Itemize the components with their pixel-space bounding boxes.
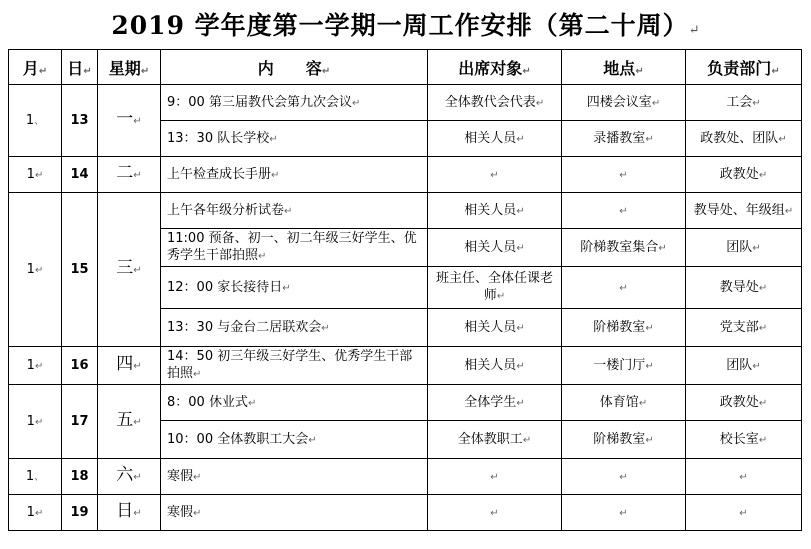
- paragraph-mark: ↵: [133, 170, 142, 181]
- month-cell: 1↵: [9, 385, 62, 459]
- attendees-cell: [428, 157, 562, 193]
- paragraph-mark: ↵: [784, 205, 794, 217]
- paragraph-mark: ↵: [490, 169, 499, 181]
- paragraph-mark: ↵: [133, 361, 142, 372]
- attendees-cell: 全体教职工↵: [428, 421, 562, 459]
- paragraph-mark: ↵: [271, 169, 280, 181]
- table-row: [9, 193, 802, 229]
- schedule-table: [8, 49, 802, 531]
- department-cell: [686, 495, 802, 531]
- department-cell: 工会↵: [686, 85, 802, 121]
- location-cell: 阶梯教室↵: [562, 309, 686, 347]
- attendees-cell: 全体学生↵: [428, 385, 562, 421]
- month-cell: 1↵: [9, 347, 62, 385]
- paragraph-mark: ↵: [133, 472, 142, 483]
- department-cell: 校长室↵: [686, 421, 802, 459]
- schedule-body: [9, 85, 802, 531]
- paragraph-mark: 、: [34, 471, 45, 483]
- content-cell: 8：00 休业式↵: [161, 385, 428, 421]
- header-row: [9, 50, 802, 85]
- attendees-cell: 班主任、全体任课老师↵: [428, 267, 562, 309]
- table-row: [9, 347, 802, 385]
- paragraph-mark: ↵: [645, 360, 654, 372]
- day-cell: 17: [62, 385, 98, 459]
- location-cell: [562, 193, 686, 229]
- paragraph-mark: 、: [34, 115, 45, 127]
- paragraph-mark: ↵: [645, 133, 654, 145]
- header-month: 月↵: [9, 50, 62, 85]
- paragraph-mark: ↵: [778, 133, 787, 145]
- header-attendees: 出席对象↵: [428, 50, 562, 85]
- department-cell: 政教处↵: [686, 385, 802, 421]
- content-cell: 14：50 初三年级三好学生、优秀学生干部拍照↵: [161, 347, 428, 385]
- attendees-cell: [428, 459, 562, 495]
- paragraph-mark: ↵: [516, 397, 525, 409]
- weekday-cell: 三↵: [98, 193, 161, 347]
- weekday-cell: 二↵: [98, 157, 161, 193]
- paragraph-mark: ↵: [133, 265, 142, 276]
- document-title: [0, 6, 811, 42]
- paragraph-mark: ↵: [516, 205, 525, 217]
- location-cell: [562, 459, 686, 495]
- attendees-cell: [428, 495, 562, 531]
- attendees-cell: 相关人员↵: [428, 193, 562, 229]
- header-department: 负责部门↵: [686, 50, 802, 85]
- paragraph-mark: ↵: [758, 169, 768, 181]
- attendees-cell: 相关人员↵: [428, 229, 562, 267]
- paragraph-mark: ↵: [619, 205, 628, 217]
- location-cell: 一楼门厅↵: [562, 347, 686, 385]
- table-row: [9, 385, 802, 421]
- paragraph-mark: ↵: [321, 322, 330, 334]
- content-cell: 11:00 预备、初一、初二年级三好学生、优秀学生干部拍照↵: [161, 229, 428, 267]
- paragraph-mark: ↵: [619, 507, 628, 519]
- paragraph-mark: ↵: [638, 397, 648, 409]
- content-cell: 9：00 第三届教代会第九次会议↵: [161, 85, 428, 121]
- attendees-cell: 相关人员↵: [428, 347, 562, 385]
- paragraph-mark: ↵: [34, 416, 44, 428]
- month-cell: 1↵: [9, 193, 62, 347]
- paragraph-mark: ↵: [752, 242, 761, 254]
- location-cell: 录播教室↵: [562, 121, 686, 157]
- paragraph-mark: ↵: [193, 369, 202, 380]
- paragraph-mark: ↵: [688, 23, 700, 38]
- content-cell: 上午各年级分析试卷↵: [161, 193, 428, 229]
- weekday-cell: 一↵: [98, 85, 161, 157]
- table-row: [9, 85, 802, 121]
- title-text: 2019 学年度第一学期一周工作安排（第二十周）: [111, 11, 689, 40]
- day-cell: 15: [62, 193, 98, 347]
- header-day: 日↵: [62, 50, 98, 85]
- location-cell: [562, 495, 686, 531]
- department-cell: 教导处、年级组↵: [686, 193, 802, 229]
- paragraph-mark: ↵: [758, 397, 768, 409]
- paragraph-mark: ↵: [490, 471, 499, 483]
- header-content: 内 容↵: [161, 50, 428, 85]
- paragraph-mark: ↵: [269, 133, 278, 145]
- paragraph-mark: ↵: [133, 508, 142, 519]
- header-location: 地点↵: [562, 50, 686, 85]
- content-cell: 寒假↵: [161, 459, 428, 495]
- location-cell: [562, 267, 686, 309]
- department-cell: 政教处、团队↵: [686, 121, 802, 157]
- department-cell: 团队↵: [686, 229, 802, 267]
- department-cell: 党支部↵: [686, 309, 802, 347]
- content-cell: 10：00 全体教职工大会↵: [161, 421, 428, 459]
- table-row: [9, 495, 802, 531]
- paragraph-mark: ↵: [284, 205, 293, 217]
- paragraph-mark: ↵: [34, 507, 44, 519]
- attendees-cell: 全体教代会代表↵: [428, 85, 562, 121]
- paragraph-mark: ↵: [496, 291, 506, 302]
- paragraph-mark: ↵: [658, 242, 667, 254]
- paragraph-mark: ↵: [619, 471, 628, 483]
- paragraph-mark: ↵: [516, 242, 525, 254]
- department-cell: 教导处↵: [686, 267, 802, 309]
- paragraph-mark: ↵: [758, 282, 768, 294]
- location-cell: 体育馆↵: [562, 385, 686, 421]
- content-cell: 上午检查成长手册↵: [161, 157, 428, 193]
- paragraph-mark: ↵: [34, 360, 44, 372]
- day-cell: 16: [62, 347, 98, 385]
- day-cell: 19: [62, 495, 98, 531]
- paragraph-mark: ↵: [308, 434, 317, 446]
- month-cell: 1、: [9, 85, 62, 157]
- location-cell: 阶梯教室↵: [562, 421, 686, 459]
- header-weekday: 星期↵: [98, 50, 161, 85]
- content-cell: 13：30 与金台二居联欢会↵: [161, 309, 428, 347]
- paragraph-mark: ↵: [645, 434, 654, 446]
- weekday-cell: 五↵: [98, 385, 161, 459]
- month-cell: 1↵: [9, 157, 62, 193]
- paragraph-mark: ↵: [739, 507, 748, 519]
- day-cell: 14: [62, 157, 98, 193]
- paragraph-mark: ↵: [133, 417, 142, 428]
- day-cell: 13: [62, 85, 98, 157]
- paragraph-mark: ↵: [193, 507, 202, 519]
- month-cell: 1、: [9, 459, 62, 495]
- paragraph-mark: ↵: [258, 251, 267, 262]
- content-cell: 12：00 家长接待日↵: [161, 267, 428, 309]
- paragraph-mark: ↵: [535, 97, 545, 109]
- paragraph-mark: ↵: [516, 360, 525, 372]
- paragraph-mark: ↵: [619, 169, 628, 181]
- paragraph-mark: ↵: [247, 397, 257, 409]
- day-cell: 18: [62, 459, 98, 495]
- paragraph-mark: ↵: [516, 322, 525, 334]
- attendees-cell: 相关人员↵: [428, 309, 562, 347]
- content-cell: 寒假↵: [161, 495, 428, 531]
- paragraph-mark: ↵: [34, 264, 44, 276]
- location-cell: [562, 157, 686, 193]
- paragraph-mark: ↵: [758, 322, 768, 334]
- department-cell: 政教处↵: [686, 157, 802, 193]
- paragraph-mark: ↵: [651, 97, 661, 109]
- location-cell: 阶梯教室集合↵: [562, 229, 686, 267]
- weekday-cell: 日↵: [98, 495, 161, 531]
- paragraph-mark: ↵: [522, 434, 532, 446]
- location-cell: 四楼会议室↵: [562, 85, 686, 121]
- table-row: [9, 157, 802, 193]
- paragraph-mark: ↵: [645, 322, 654, 334]
- table-row: [9, 459, 802, 495]
- paragraph-mark: ↵: [193, 471, 202, 483]
- weekday-cell: 四↵: [98, 347, 161, 385]
- paragraph-mark: ↵: [619, 282, 628, 294]
- paragraph-mark: ↵: [758, 434, 768, 446]
- weekday-cell: 六↵: [98, 459, 161, 495]
- attendees-cell: 相关人员↵: [428, 121, 562, 157]
- paragraph-mark: ↵: [752, 360, 761, 372]
- paragraph-mark: ↵: [490, 507, 499, 519]
- paragraph-mark: ↵: [351, 97, 361, 109]
- paragraph-mark: ↵: [752, 97, 761, 109]
- paragraph-mark: ↵: [282, 282, 291, 294]
- paragraph-mark: ↵: [34, 169, 44, 181]
- paragraph-mark: ↵: [516, 133, 525, 145]
- paragraph-mark: ↵: [739, 471, 748, 483]
- department-cell: [686, 459, 802, 495]
- paragraph-mark: ↵: [133, 116, 142, 127]
- department-cell: 团队↵: [686, 347, 802, 385]
- content-cell: 13：30 队长学校↵: [161, 121, 428, 157]
- month-cell: 1↵: [9, 495, 62, 531]
